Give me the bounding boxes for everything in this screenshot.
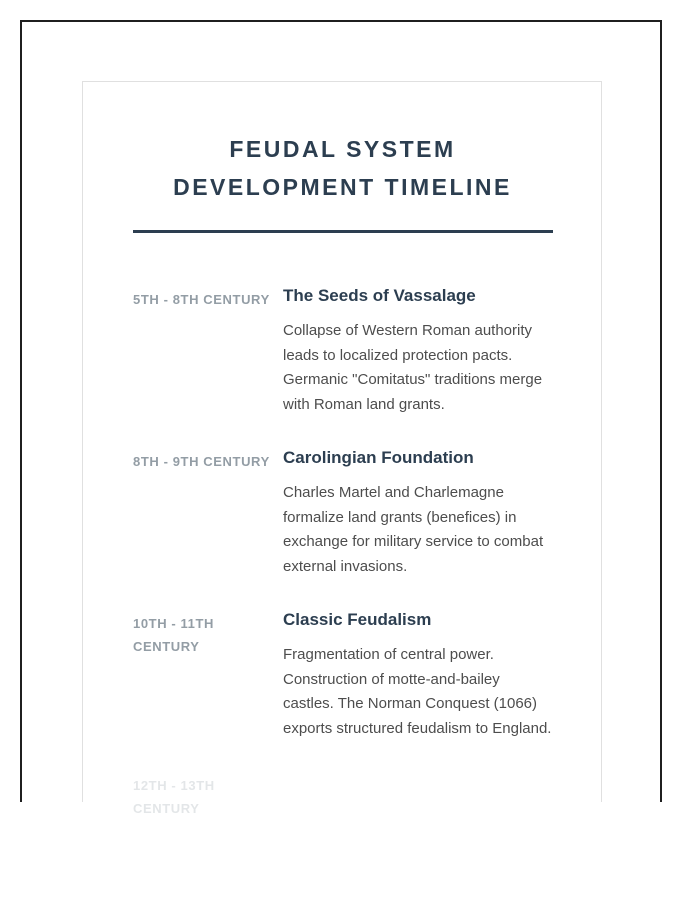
timeline-period-label: 5TH - 8TH CENTURY <box>133 292 270 307</box>
timeline-entry-title: The Seeds of Vassalage <box>283 286 476 305</box>
timeline-entry <box>133 286 552 417</box>
page-title <box>133 130 552 206</box>
timeline-period-label: 10TH - 11TH CENTURY <box>133 616 215 654</box>
page-frame <box>20 20 662 816</box>
timeline-entry <box>133 772 552 816</box>
page-title-line2: DEVELOPMENT TIMELINE <box>173 174 512 200</box>
timeline-entry-title: Classic Feudalism <box>283 610 432 629</box>
timeline-entry-content <box>283 286 552 417</box>
timeline-period-label: 12TH - 13TH CENTURY <box>133 778 215 816</box>
timeline-period-label: 8TH - 9TH CENTURY <box>133 454 270 469</box>
title-divider <box>133 230 553 233</box>
timeline-entries <box>133 286 552 816</box>
timeline-entry <box>133 448 552 579</box>
timeline-entry-content <box>283 610 552 741</box>
timeline-entry-description: Fragmentation of central power. Construction of motte-and-bailey castles. The Norman Conquest (1066) exports structured feudalism to England. <box>283 646 552 737</box>
timeline-entry-description: Charles Martel and Charlemagne formalize land grants (benefices) in exchange for military service to combat external invasions. <box>283 484 544 575</box>
timeline-entry-description: Collapse of Western Roman authority leads to localized protection pacts. Germanic "Comitatus" traditions merge with Roman land grants. <box>283 322 543 413</box>
page-title-line1: FEUDAL SYSTEM <box>229 136 456 162</box>
timeline-entry-content <box>283 772 552 785</box>
timeline-entry <box>133 610 552 741</box>
timeline-card <box>82 81 602 816</box>
timeline-entry-content <box>283 448 552 579</box>
timeline-entry-title: Carolingian Foundation <box>283 448 474 467</box>
